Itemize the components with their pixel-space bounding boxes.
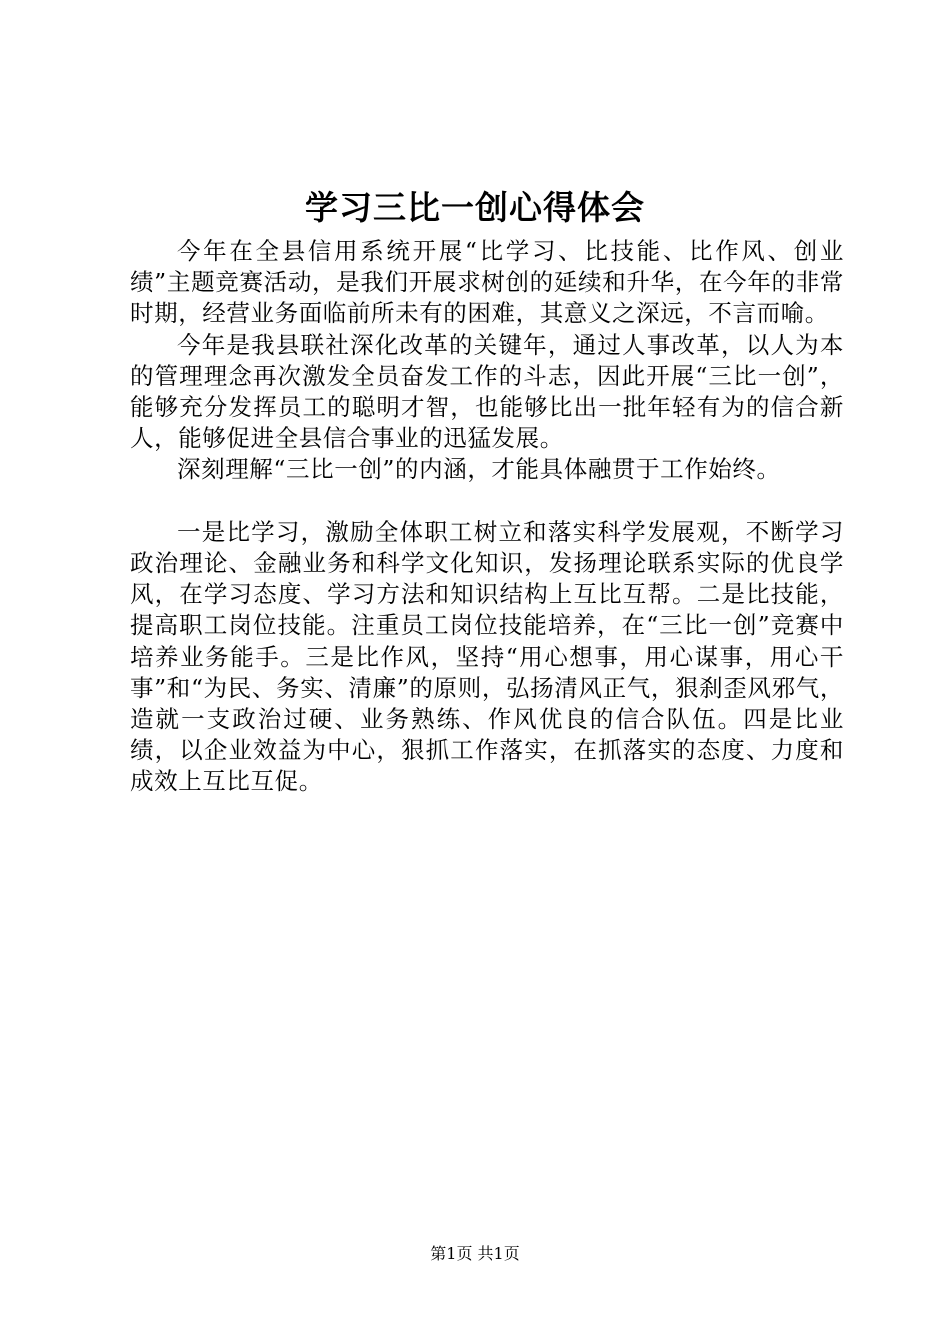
paragraph-spacer: [130, 486, 844, 517]
page-footer: 第1页 共1页: [430, 1244, 520, 1263]
paragraph-reform: 今年是我县联社深化改革的关键年，通过人事改革，以人为本的管理理念再次激发全员奋发工作的斗志，因此开展“三比一创”，能够充分发挥员工的聪明才智，也能够比出一批年轻有为的信合新人，能够促进全县信合事业的迅猛发展。: [130, 330, 844, 453]
paragraph-details: 一是比学习，激励全体职工树立和落实科学发展观，不断学习政治理论、金融业务和科学文化知识，发扬理论联系实际的优良学风，在学习态度、学习方法和知识结构上互比互帮。二是比技能，提高职工岗位技能。注重员工岗位技能培养，在“三比一创”竞赛中培养业务能手。三是比作风，坚持“用心想事，用心谋事，用心干事”和“为民、务实、清廉”的原则，弘扬清风正气，狠刹歪风邪气，造就一支政治过硬、业务熟练、作风优良的信合队伍。四是比业绩，以企业效益为中心，狠抓工作落实，在抓落实的态度、力度和成效上互比互促。: [130, 517, 844, 796]
paragraph-intro: 今年在全县信用系统开展“比学习、比技能、比作风、创业绩”主题竞赛活动，是我们开展求树创的延续和升华，在今年的非常时期，经营业务面临前所未有的困难，其意义之深远，不言而喻。: [130, 237, 844, 328]
document-title: 学习三比一创心得体会: [305, 188, 645, 227]
paragraph-understanding: 深刻理解“三比一创”的内涵，才能具体融贯于工作始终。: [177, 455, 781, 484]
document-body: [130, 236, 844, 798]
